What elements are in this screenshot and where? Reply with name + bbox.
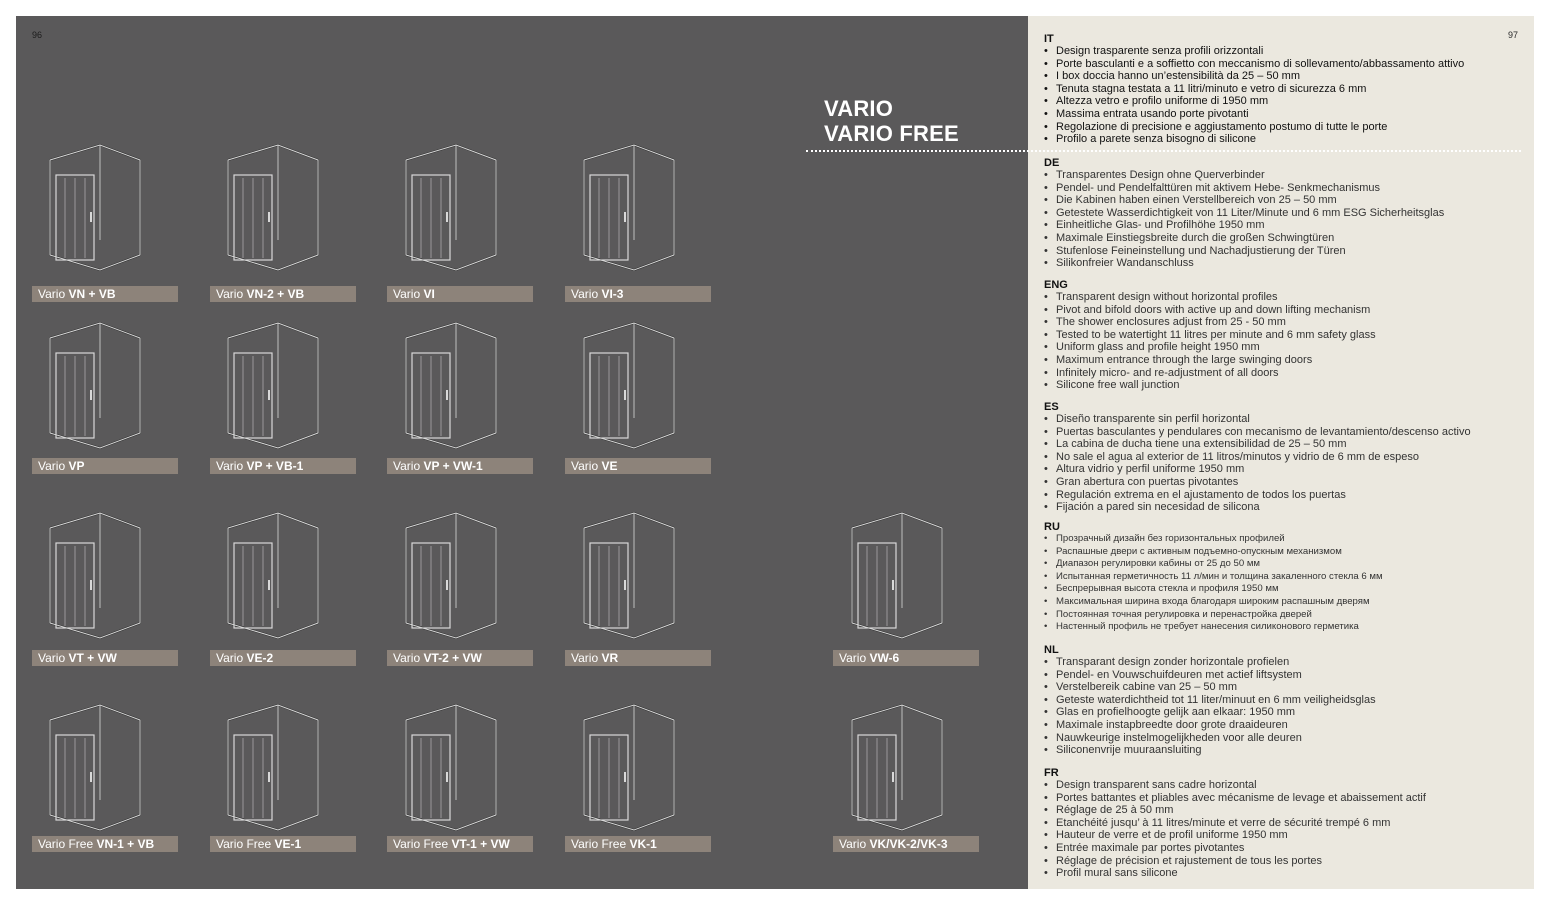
product-label — [210, 458, 356, 474]
shower-enclosure-illustration — [218, 700, 348, 835]
enclosure-line-drawing — [40, 140, 170, 275]
feature-item: • Maximum entrance through the large swinging doors — [1044, 354, 1524, 367]
label-prefix: Vario — [571, 287, 599, 301]
feature-item: • Nauwkeurige instelmogelijkheden voor alle deuren — [1044, 732, 1524, 745]
feature-item: • Gran abertura con puertas pivotantes — [1044, 476, 1524, 489]
label-model: VN-1 + VB — [96, 837, 155, 851]
shower-enclosure-illustration — [396, 508, 526, 643]
lang-code: NL — [1044, 644, 1059, 656]
feature-item: • Puertas basculantes y pendulares con mecanismo de levantamiento/descenso activo — [1044, 426, 1524, 439]
feature-item: • Die Kabinen haben einen Verstellbereich von 25 – 50 mm — [1044, 194, 1524, 207]
label-prefix: Vario — [38, 287, 66, 301]
label-prefix: Vario — [393, 459, 421, 473]
feature-item: • The shower enclosures adjust from 25 - 50 mm — [1044, 316, 1524, 329]
shower-enclosure-illustration — [40, 318, 170, 453]
feature-item: • Verstelbereik cabine van 25 – 50 mm — [1044, 681, 1524, 694]
feature-item: • Infinitely micro- and re-adjustment of all doors — [1044, 367, 1524, 380]
label-prefix: Vario — [216, 287, 244, 301]
shower-enclosure-illustration — [574, 508, 704, 643]
enclosure-line-drawing — [396, 318, 526, 453]
feature-item: • Silicone free wall junction — [1044, 379, 1524, 392]
feature-item: • Portes battantes et pliables avec mécanisme de levage et abaissement actif — [1044, 792, 1524, 805]
feature-item: • Design trasparente senza profili orizzontali — [1044, 45, 1524, 58]
feature-item: • Tested to be watertight 11 litres per minute and 6 mm safety glass — [1044, 329, 1524, 342]
label-model: VP + VW-1 — [423, 459, 483, 473]
feature-item: • Maximale Einstiegsbreite durch die großen Schwingtüren — [1044, 232, 1524, 245]
label-model: VN + VB — [68, 287, 116, 301]
product-label — [32, 286, 178, 302]
feature-item: • Fijación a pared sin necesidad de silicona — [1044, 501, 1524, 514]
shower-enclosure-illustration — [574, 700, 704, 835]
feature-item: • Transparant design zonder horizontale profielen — [1044, 656, 1524, 669]
label-model: VN-2 + VB — [246, 287, 305, 301]
feature-item: • Прозрачный дизайн без горизонтальных профилей — [1044, 533, 1524, 546]
shower-enclosure-illustration — [40, 700, 170, 835]
label-model: VR — [601, 651, 619, 665]
product-label — [387, 650, 533, 666]
enclosure-line-drawing — [218, 508, 348, 643]
label-prefix: Vario — [839, 837, 867, 851]
feature-item: • La cabina de ducha tiene una extensibilidad de 25 – 50 mm — [1044, 438, 1524, 451]
label-model: VE-2 — [246, 651, 274, 665]
label-prefix: Vario — [38, 459, 66, 473]
product-label — [387, 836, 533, 852]
product-label — [387, 286, 533, 302]
label-model: VT-1 + VW — [451, 837, 510, 851]
label-model: VT-2 + VW — [423, 651, 482, 665]
product-label — [565, 836, 711, 852]
product-label — [565, 286, 711, 302]
enclosure-line-drawing — [574, 700, 704, 835]
label-model: VP + VB-1 — [246, 459, 304, 473]
label-prefix: Vario — [839, 651, 867, 665]
feature-item: • Pendel- und Pendelfalttüren mit aktivem Hebe- Senkmechanismus — [1044, 182, 1524, 195]
feature-item: • Диапазон регулировки кабины от 25 до 50 мм — [1044, 558, 1524, 571]
shower-enclosure-illustration — [40, 140, 170, 275]
feature-item: • Максимальная ширина входа благодаря широким распашным дверям — [1044, 596, 1524, 609]
label-model: VK-1 — [629, 837, 657, 851]
feature-item: • Geteste waterdichtheid tot 11 liter/minuut en 6 mm veiligheidsglas — [1044, 694, 1524, 707]
title-line-2: VARIO FREE — [824, 121, 959, 146]
feature-item: • Pendel- en Vouwschuifdeuren met actief liftsystem — [1044, 669, 1524, 682]
label-prefix: Vario — [393, 287, 421, 301]
shower-enclosure-illustration — [842, 508, 972, 643]
feature-item: • Hauteur de verre et de profil uniforme 1950 mm — [1044, 829, 1524, 842]
enclosure-line-drawing — [842, 508, 972, 643]
enclosure-line-drawing — [218, 318, 348, 453]
label-prefix: Vario — [216, 651, 244, 665]
product-label — [387, 458, 533, 474]
feature-item: • Maximale instapbreedte door grote draaideuren — [1044, 719, 1524, 732]
lang-section-nl — [1044, 644, 1524, 757]
shower-enclosure-illustration — [574, 140, 704, 275]
label-prefix: Vario — [38, 651, 66, 665]
page-number-left: 96 — [32, 30, 43, 40]
title-divider — [806, 150, 1521, 152]
feature-item: • No sale el agua al exterior de 11 litros/minutos y vidrio de 6 mm de espeso — [1044, 451, 1524, 464]
feature-item: • Regulación extrema en el ajustamento de todos los puertas — [1044, 489, 1524, 502]
product-label — [32, 836, 178, 852]
feature-item: • Diseño transparente sin perfil horizontal — [1044, 413, 1524, 426]
enclosure-line-drawing — [574, 508, 704, 643]
feature-item: • Profil mural sans silicone — [1044, 867, 1524, 880]
feature-item: • Беспрерывная высота стекла и профиля 1950 мм — [1044, 583, 1524, 596]
enclosure-line-drawing — [40, 508, 170, 643]
enclosure-line-drawing — [40, 700, 170, 835]
label-prefix: Vario — [393, 651, 421, 665]
feature-item: • Porte basculanti e a soffietto con meccanismo di sollevamento/abbassamento attivo — [1044, 58, 1524, 71]
label-model: VI — [423, 287, 435, 301]
product-label — [210, 650, 356, 666]
feature-item: • Transparentes Design ohne Querverbinder — [1044, 169, 1524, 182]
feature-item: • Réglage de précision et rajustement de tous les portes — [1044, 855, 1524, 868]
feature-item: • Profilo a parete senza bisogno di silicone — [1044, 133, 1524, 146]
lang-code: RU — [1044, 521, 1060, 533]
title-line-1: VARIO — [824, 96, 894, 121]
product-label — [32, 650, 178, 666]
label-model: VE — [601, 459, 618, 473]
lang-section-ru — [1044, 521, 1524, 634]
feature-item: • Etanchéité jusqu’ à 11 litres/minute et verre de sécurité trempé 6 mm — [1044, 817, 1524, 830]
label-prefix: Vario — [571, 651, 599, 665]
shower-enclosure-illustration — [218, 140, 348, 275]
feature-item: • Stufenlose Feineinstellung und Nachadjustierung der Türen — [1044, 245, 1524, 258]
label-prefix: Vario — [571, 459, 599, 473]
feature-item: • I box doccia hanno un’estensibilità da 25 – 50 mm — [1044, 70, 1524, 83]
feature-item: • Getestete Wasserdichtigkeit von 11 Liter/Minute und 6 mm ESG Sicherheitsglas — [1044, 207, 1524, 220]
lang-section-eng — [1044, 279, 1524, 392]
enclosure-line-drawing — [396, 508, 526, 643]
label-prefix: Vario Free — [216, 837, 272, 851]
feature-item: • Pivot and bifold doors with active up and down lifting mechanism — [1044, 304, 1524, 317]
lang-code: ENG — [1044, 279, 1068, 291]
lang-section-fr — [1044, 767, 1524, 880]
feature-item: • Постоянная точная регулировка и перенастройка дверей — [1044, 609, 1524, 622]
enclosure-line-drawing — [218, 700, 348, 835]
feature-item: • Настенный профиль не требует нанесения силиконового герметика — [1044, 621, 1524, 634]
product-label — [210, 836, 356, 852]
feature-item: • Regolazione di precisione e aggiustamento postumo di tutte le porte — [1044, 121, 1524, 134]
product-label — [32, 458, 178, 474]
feature-item: • Design transparent sans cadre horizontal — [1044, 779, 1524, 792]
product-label — [565, 458, 711, 474]
product-label — [565, 650, 711, 666]
feature-item: • Tenuta stagna testata a 11 litri/minuto e vetro di sicurezza 6 mm — [1044, 83, 1524, 96]
feature-item: • Altura vidrio y perfil uniforme 1950 mm — [1044, 463, 1524, 476]
shower-enclosure-illustration — [40, 508, 170, 643]
feature-item: • Massima entrata usando porte pivotanti — [1044, 108, 1524, 121]
feature-item: • Испытанная герметичность 11 л/мин и толщина закаленного стекла 6 мм — [1044, 571, 1524, 584]
feature-item: • Uniform glass and profile height 1950 mm — [1044, 341, 1524, 354]
shower-enclosure-illustration — [396, 318, 526, 453]
lang-code: IT — [1044, 33, 1054, 45]
lang-section-de — [1044, 157, 1524, 270]
feature-item: • Entrée maximale par portes pivotantes — [1044, 842, 1524, 855]
label-prefix: Vario Free — [393, 837, 449, 851]
enclosure-line-drawing — [842, 700, 972, 835]
label-model: VP — [68, 459, 85, 473]
feature-item: • Réglage de 25 à 50 mm — [1044, 804, 1524, 817]
label-model: VT + VW — [68, 651, 117, 665]
enclosure-line-drawing — [396, 140, 526, 275]
label-prefix: Vario Free — [571, 837, 627, 851]
feature-item: • Einheitliche Glas- und Profilhöhe 1950 mm — [1044, 219, 1524, 232]
enclosure-line-drawing — [396, 700, 526, 835]
lang-section-es — [1044, 401, 1524, 514]
lang-code: FR — [1044, 767, 1059, 779]
label-model: VI-3 — [601, 287, 624, 301]
shower-enclosure-illustration — [574, 318, 704, 453]
shower-enclosure-illustration — [218, 318, 348, 453]
label-prefix: Vario — [216, 459, 244, 473]
enclosure-line-drawing — [218, 140, 348, 275]
feature-item: • Transparent design without horizontal profiles — [1044, 291, 1524, 304]
product-label — [833, 650, 979, 666]
lang-code: DE — [1044, 157, 1060, 169]
feature-item: • Распашные двери с активным подъемно-опускным механизмом — [1044, 546, 1524, 559]
enclosure-line-drawing — [574, 318, 704, 453]
shower-enclosure-illustration — [842, 700, 972, 835]
enclosure-line-drawing — [40, 318, 170, 453]
shower-enclosure-illustration — [218, 508, 348, 643]
label-model: VE-1 — [274, 837, 302, 851]
enclosure-line-drawing — [574, 140, 704, 275]
feature-item: • Siliconenvrije muuraansluiting — [1044, 744, 1524, 757]
product-title — [824, 96, 959, 146]
feature-item: • Glas en profielhoogte gelijk aan elkaar: 1950 mm — [1044, 706, 1524, 719]
lang-section-it — [1044, 33, 1524, 146]
shower-enclosure-illustration — [396, 700, 526, 835]
feature-item: • Silikonfreier Wandanschluss — [1044, 257, 1524, 270]
shower-enclosure-illustration — [396, 140, 526, 275]
label-prefix: Vario Free — [38, 837, 94, 851]
product-label — [833, 836, 979, 852]
label-model: VK/VK-2/VK-3 — [869, 837, 948, 851]
product-label — [210, 286, 356, 302]
page-number-right: 97 — [1507, 30, 1518, 40]
lang-code: ES — [1044, 401, 1059, 413]
feature-item: • Altezza vetro e profilo uniforme di 1950 mm — [1044, 95, 1524, 108]
label-model: VW-6 — [869, 651, 900, 665]
